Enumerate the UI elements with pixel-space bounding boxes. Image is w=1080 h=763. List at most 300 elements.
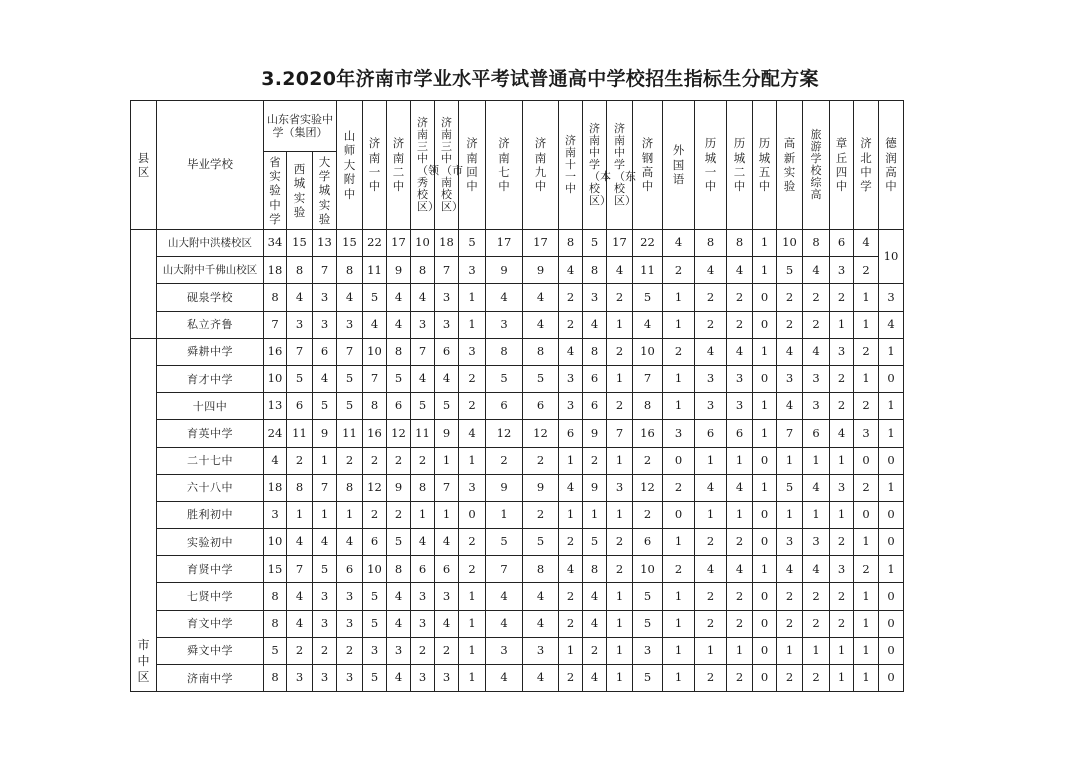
quota-cell: 1 bbox=[753, 474, 777, 501]
quota-cell: 1 bbox=[607, 637, 633, 664]
quota-cell: 12 bbox=[363, 474, 387, 501]
quota-cell: 4 bbox=[287, 610, 313, 637]
quota-cell: 9 bbox=[523, 257, 559, 284]
header-column: 旅游学校综高 bbox=[803, 101, 830, 230]
quota-cell: 4 bbox=[523, 665, 559, 692]
quota-cell: 3 bbox=[313, 610, 337, 637]
quota-cell: 4 bbox=[411, 284, 435, 311]
quota-cell: 8 bbox=[695, 230, 727, 257]
quota-cell: 2 bbox=[727, 665, 753, 692]
quota-cell: 9 bbox=[583, 420, 607, 447]
school-name: 七贤中学 bbox=[157, 583, 264, 610]
table-row bbox=[131, 230, 904, 257]
header-school: 毕业学校 bbox=[157, 101, 264, 230]
quota-cell: 4 bbox=[287, 284, 313, 311]
quota-cell: 3 bbox=[337, 610, 363, 637]
quota-cell: 1 bbox=[486, 501, 523, 528]
quota-cell: 3 bbox=[830, 474, 854, 501]
school-name: 育英中学 bbox=[157, 420, 264, 447]
quota-cell: 24 bbox=[264, 420, 287, 447]
quota-cell: 9 bbox=[387, 257, 411, 284]
header-column: 德润高中 bbox=[879, 101, 904, 230]
quota-cell: 1 bbox=[753, 556, 777, 583]
quota-cell: 0 bbox=[753, 583, 777, 610]
quota-cell: 4 bbox=[803, 474, 830, 501]
quota-cell: 10 bbox=[633, 338, 663, 365]
school-name: 育文中学 bbox=[157, 610, 264, 637]
quota-cell: 2 bbox=[830, 610, 854, 637]
quota-cell: 5 bbox=[264, 637, 287, 664]
quota-cell: 7 bbox=[337, 338, 363, 365]
header-column: 山师大附中 bbox=[337, 101, 363, 230]
header-column: 历城一中 bbox=[695, 101, 727, 230]
quota-cell: 5 bbox=[633, 665, 663, 692]
quota-cell: 4 bbox=[387, 610, 411, 637]
quota-cell: 4 bbox=[486, 610, 523, 637]
quota-cell: 6 bbox=[583, 365, 607, 392]
quota-cell: 3 bbox=[313, 583, 337, 610]
quota-cell: 1 bbox=[607, 501, 633, 528]
quota-cell: 5 bbox=[633, 583, 663, 610]
school-name: 砚泉学校 bbox=[157, 284, 264, 311]
quota-cell: 2 bbox=[633, 447, 663, 474]
header-column: 济南三中（市南校区） bbox=[435, 101, 459, 230]
quota-cell: 5 bbox=[633, 610, 663, 637]
quota-cell: 4 bbox=[695, 556, 727, 583]
quota-cell: 3 bbox=[583, 284, 607, 311]
quota-cell: 1 bbox=[753, 420, 777, 447]
quota-cell: 4 bbox=[559, 338, 583, 365]
header-subcolumn: 西城实验 bbox=[287, 152, 313, 230]
quota-cell: 6 bbox=[337, 556, 363, 583]
quota-cell: 2 bbox=[727, 529, 753, 556]
quota-cell: 1 bbox=[777, 637, 803, 664]
quota-cell: 6 bbox=[435, 338, 459, 365]
quota-cell: 2 bbox=[583, 637, 607, 664]
quota-cell: 3 bbox=[803, 529, 830, 556]
quota-cell: 2 bbox=[777, 284, 803, 311]
table-row bbox=[131, 529, 904, 556]
quota-cell: 4 bbox=[727, 257, 753, 284]
quota-cell: 3 bbox=[337, 311, 363, 338]
quota-cell: 5 bbox=[313, 556, 337, 583]
quota-cell: 4 bbox=[663, 230, 695, 257]
quota-cell: 1 bbox=[753, 230, 777, 257]
quota-cell: 2 bbox=[559, 284, 583, 311]
quota-cell: 2 bbox=[287, 637, 313, 664]
quota-cell: 1 bbox=[695, 447, 727, 474]
quota-cell: 0 bbox=[663, 501, 695, 528]
quota-cell: 0 bbox=[879, 637, 904, 664]
quota-cell: 2 bbox=[313, 637, 337, 664]
quota-cell: 15 bbox=[264, 556, 287, 583]
school-name: 济南中学 bbox=[157, 665, 264, 692]
quota-cell: 4 bbox=[727, 474, 753, 501]
quota-cell: 4 bbox=[411, 529, 435, 556]
header-column: 济南二中 bbox=[387, 101, 411, 230]
quota-cell: 5 bbox=[633, 284, 663, 311]
quota-cell: 2 bbox=[830, 393, 854, 420]
quota-cell: 4 bbox=[727, 338, 753, 365]
table-row bbox=[131, 447, 904, 474]
quota-cell: 4 bbox=[695, 474, 727, 501]
quota-cell: 8 bbox=[387, 338, 411, 365]
quota-cell: 8 bbox=[387, 556, 411, 583]
quota-cell: 2 bbox=[633, 501, 663, 528]
quota-cell: 2 bbox=[695, 665, 727, 692]
quota-cell: 3 bbox=[854, 420, 879, 447]
quota-cell: 4 bbox=[337, 529, 363, 556]
quota-cell: 3 bbox=[411, 583, 435, 610]
quota-cell: 5 bbox=[337, 393, 363, 420]
quota-cell: 1 bbox=[607, 311, 633, 338]
table-row bbox=[131, 257, 904, 284]
merged-quota-cell: 10 bbox=[879, 230, 904, 284]
quota-cell: 2 bbox=[387, 447, 411, 474]
quota-cell: 2 bbox=[583, 447, 607, 474]
quota-cell: 4 bbox=[486, 583, 523, 610]
quota-cell: 12 bbox=[633, 474, 663, 501]
quota-cell: 11 bbox=[287, 420, 313, 447]
quota-cell: 7 bbox=[633, 365, 663, 392]
quota-cell: 3 bbox=[663, 420, 695, 447]
quota-cell: 1 bbox=[459, 665, 486, 692]
quota-cell: 5 bbox=[583, 529, 607, 556]
quota-cell: 2 bbox=[695, 529, 727, 556]
quota-cell: 1 bbox=[727, 447, 753, 474]
quota-cell: 2 bbox=[854, 338, 879, 365]
quota-cell: 22 bbox=[633, 230, 663, 257]
quota-cell: 3 bbox=[459, 474, 486, 501]
header-column: 济南三中（领秀校区） bbox=[411, 101, 435, 230]
quota-cell: 4 bbox=[523, 583, 559, 610]
quota-cell: 7 bbox=[287, 556, 313, 583]
quota-cell: 1 bbox=[607, 583, 633, 610]
quota-cell: 1 bbox=[830, 665, 854, 692]
quota-cell: 13 bbox=[313, 230, 337, 257]
quota-cell: 1 bbox=[803, 447, 830, 474]
quota-cell: 7 bbox=[313, 474, 337, 501]
quota-cell: 8 bbox=[337, 474, 363, 501]
quota-cell: 1 bbox=[854, 637, 879, 664]
quota-cell: 10 bbox=[777, 230, 803, 257]
quota-cell: 7 bbox=[411, 338, 435, 365]
table-row bbox=[131, 665, 904, 692]
quota-cell: 2 bbox=[663, 556, 695, 583]
quota-cell: 8 bbox=[727, 230, 753, 257]
quota-cell: 10 bbox=[363, 556, 387, 583]
quota-cell: 6 bbox=[435, 556, 459, 583]
quota-cell: 1 bbox=[337, 501, 363, 528]
quota-cell: 3 bbox=[523, 637, 559, 664]
quota-cell: 6 bbox=[387, 393, 411, 420]
quota-cell: 1 bbox=[879, 420, 904, 447]
table-row bbox=[131, 338, 904, 365]
quota-cell: 34 bbox=[264, 230, 287, 257]
quota-cell: 3 bbox=[459, 338, 486, 365]
quota-cell: 15 bbox=[337, 230, 363, 257]
quota-cell: 1 bbox=[559, 501, 583, 528]
school-name: 舜文中学 bbox=[157, 637, 264, 664]
quota-cell: 17 bbox=[387, 230, 411, 257]
quota-cell: 2 bbox=[607, 338, 633, 365]
document-title: 3.2020年济南市学业水平考试普通高中学校招生指标生分配方案 bbox=[261, 68, 819, 90]
quota-cell: 3 bbox=[803, 393, 830, 420]
quota-cell: 3 bbox=[830, 338, 854, 365]
quota-cell: 1 bbox=[559, 447, 583, 474]
quota-cell: 16 bbox=[264, 338, 287, 365]
header-column: 济南九中 bbox=[523, 101, 559, 230]
quota-cell: 1 bbox=[663, 665, 695, 692]
quota-cell: 8 bbox=[264, 583, 287, 610]
quota-cell: 7 bbox=[435, 257, 459, 284]
quota-cell: 2 bbox=[559, 529, 583, 556]
quota-cell: 3 bbox=[607, 474, 633, 501]
quota-cell: 15 bbox=[287, 230, 313, 257]
quota-cell: 11 bbox=[337, 420, 363, 447]
header-column: 济南回中 bbox=[459, 101, 486, 230]
quota-cell: 4 bbox=[777, 393, 803, 420]
quota-cell: 12 bbox=[486, 420, 523, 447]
quota-cell: 1 bbox=[727, 501, 753, 528]
quota-cell: 4 bbox=[337, 284, 363, 311]
quota-cell: 6 bbox=[830, 230, 854, 257]
quota-cell: 17 bbox=[486, 230, 523, 257]
quota-cell: 6 bbox=[287, 393, 313, 420]
quota-cell: 3 bbox=[486, 311, 523, 338]
header-column: 济南中学（本校区） bbox=[583, 101, 607, 230]
quota-cell: 10 bbox=[633, 556, 663, 583]
table-row bbox=[131, 556, 904, 583]
quota-cell: 4 bbox=[559, 474, 583, 501]
quota-cell: 9 bbox=[313, 420, 337, 447]
header-row-1 bbox=[131, 101, 904, 152]
quota-cell: 8 bbox=[583, 257, 607, 284]
quota-cell: 2 bbox=[559, 583, 583, 610]
header-column: 章丘四中 bbox=[830, 101, 854, 230]
quota-cell: 2 bbox=[459, 529, 486, 556]
quota-cell: 2 bbox=[830, 529, 854, 556]
quota-cell: 8 bbox=[583, 556, 607, 583]
quota-cell: 8 bbox=[583, 338, 607, 365]
quota-cell: 4 bbox=[830, 420, 854, 447]
quota-cell: 2 bbox=[459, 556, 486, 583]
quota-cell: 8 bbox=[264, 610, 287, 637]
quota-cell: 1 bbox=[879, 338, 904, 365]
quota-cell: 8 bbox=[337, 257, 363, 284]
quota-cell: 3 bbox=[287, 311, 313, 338]
quota-cell: 10 bbox=[264, 365, 287, 392]
quota-cell: 5 bbox=[523, 365, 559, 392]
quota-cell: 4 bbox=[486, 284, 523, 311]
quota-cell: 8 bbox=[411, 474, 435, 501]
quota-cell: 4 bbox=[777, 338, 803, 365]
quota-cell: 1 bbox=[830, 311, 854, 338]
quota-cell: 5 bbox=[287, 365, 313, 392]
quota-cell: 3 bbox=[695, 365, 727, 392]
header-district: 县区 bbox=[131, 101, 157, 230]
quota-cell: 1 bbox=[435, 501, 459, 528]
header-column: 济钢高中 bbox=[633, 101, 663, 230]
quota-cell: 4 bbox=[435, 610, 459, 637]
quota-cell: 3 bbox=[486, 637, 523, 664]
district-cell: 市中区 bbox=[131, 338, 157, 691]
quota-cell: 9 bbox=[387, 474, 411, 501]
quota-cell: 6 bbox=[363, 529, 387, 556]
quota-cell: 17 bbox=[607, 230, 633, 257]
quota-cell: 3 bbox=[337, 665, 363, 692]
quota-cell: 11 bbox=[633, 257, 663, 284]
quota-cell: 0 bbox=[753, 637, 777, 664]
quota-cell: 0 bbox=[753, 501, 777, 528]
quota-cell: 9 bbox=[486, 257, 523, 284]
school-name: 育贤中学 bbox=[157, 556, 264, 583]
quota-cell: 1 bbox=[753, 393, 777, 420]
quota-cell: 1 bbox=[607, 610, 633, 637]
quota-cell: 0 bbox=[753, 665, 777, 692]
district-cell bbox=[131, 230, 157, 339]
header-subcolumn: 大学城实验 bbox=[313, 152, 337, 230]
school-name: 舜耕中学 bbox=[157, 338, 264, 365]
quota-cell: 2 bbox=[727, 311, 753, 338]
quota-cell: 7 bbox=[264, 311, 287, 338]
quota-cell: 3 bbox=[559, 393, 583, 420]
quota-cell: 1 bbox=[663, 311, 695, 338]
table-row bbox=[131, 311, 904, 338]
quota-cell: 2 bbox=[411, 447, 435, 474]
quota-cell: 3 bbox=[264, 501, 287, 528]
quota-cell: 2 bbox=[387, 501, 411, 528]
quota-cell: 3 bbox=[695, 393, 727, 420]
quota-cell: 1 bbox=[663, 365, 695, 392]
quota-cell: 2 bbox=[486, 447, 523, 474]
quota-cell: 7 bbox=[486, 556, 523, 583]
quota-cell: 9 bbox=[486, 474, 523, 501]
quota-cell: 6 bbox=[559, 420, 583, 447]
quota-cell: 4 bbox=[313, 365, 337, 392]
quota-cell: 7 bbox=[435, 474, 459, 501]
quota-cell: 5 bbox=[459, 230, 486, 257]
quota-cell: 1 bbox=[777, 447, 803, 474]
quota-cell: 3 bbox=[435, 284, 459, 311]
quota-cell: 2 bbox=[695, 610, 727, 637]
quota-cell: 2 bbox=[830, 284, 854, 311]
quota-cell: 3 bbox=[387, 637, 411, 664]
quota-cell: 0 bbox=[854, 447, 879, 474]
quota-cell: 2 bbox=[663, 338, 695, 365]
quota-cell: 1 bbox=[727, 637, 753, 664]
quota-cell: 3 bbox=[435, 311, 459, 338]
header-column: 济南一中 bbox=[363, 101, 387, 230]
quota-cell: 3 bbox=[633, 637, 663, 664]
quota-cell: 4 bbox=[583, 665, 607, 692]
quota-cell: 3 bbox=[727, 393, 753, 420]
quota-cell: 10 bbox=[264, 529, 287, 556]
quota-cell: 3 bbox=[803, 365, 830, 392]
quota-cell: 4 bbox=[583, 583, 607, 610]
quota-cell: 11 bbox=[363, 257, 387, 284]
quota-cell: 2 bbox=[435, 637, 459, 664]
quota-cell: 3 bbox=[777, 529, 803, 556]
quota-cell: 2 bbox=[287, 447, 313, 474]
quota-cell: 2 bbox=[559, 311, 583, 338]
quota-cell: 1 bbox=[459, 311, 486, 338]
table-row bbox=[131, 420, 904, 447]
quota-cell: 8 bbox=[287, 474, 313, 501]
quota-cell: 2 bbox=[363, 501, 387, 528]
quota-cell: 4 bbox=[879, 311, 904, 338]
quota-cell: 2 bbox=[854, 556, 879, 583]
quota-cell: 1 bbox=[287, 501, 313, 528]
quota-cell: 4 bbox=[459, 420, 486, 447]
quota-cell: 2 bbox=[777, 311, 803, 338]
quota-cell: 18 bbox=[264, 257, 287, 284]
table-row bbox=[131, 393, 904, 420]
quota-cell: 1 bbox=[803, 637, 830, 664]
quota-cell: 5 bbox=[363, 665, 387, 692]
quota-cell: 0 bbox=[879, 529, 904, 556]
quota-cell: 1 bbox=[435, 447, 459, 474]
quota-cell: 4 bbox=[387, 284, 411, 311]
quota-cell: 2 bbox=[830, 365, 854, 392]
header-column: 济南中学（东校区） bbox=[607, 101, 633, 230]
table-row bbox=[131, 610, 904, 637]
quota-cell: 1 bbox=[879, 393, 904, 420]
quota-cell: 5 bbox=[387, 365, 411, 392]
quota-cell: 1 bbox=[411, 501, 435, 528]
quota-cell: 4 bbox=[411, 365, 435, 392]
quota-cell: 13 bbox=[264, 393, 287, 420]
quota-cell: 1 bbox=[854, 665, 879, 692]
quota-cell: 3 bbox=[287, 665, 313, 692]
quota-cell: 3 bbox=[313, 311, 337, 338]
quota-cell: 3 bbox=[337, 583, 363, 610]
quota-cell: 5 bbox=[387, 529, 411, 556]
quota-cell: 1 bbox=[559, 637, 583, 664]
quota-cell: 2 bbox=[727, 284, 753, 311]
quota-cell: 1 bbox=[777, 501, 803, 528]
quota-cell: 2 bbox=[459, 365, 486, 392]
quota-cell: 2 bbox=[607, 393, 633, 420]
quota-cell: 2 bbox=[523, 501, 559, 528]
quota-cell: 2 bbox=[803, 311, 830, 338]
quota-cell: 5 bbox=[363, 583, 387, 610]
quota-cell: 5 bbox=[363, 284, 387, 311]
quota-cell: 2 bbox=[727, 583, 753, 610]
quota-cell: 4 bbox=[777, 556, 803, 583]
quota-cell: 3 bbox=[879, 284, 904, 311]
quota-cell: 4 bbox=[803, 338, 830, 365]
quota-cell: 6 bbox=[411, 556, 435, 583]
quota-cell: 1 bbox=[459, 284, 486, 311]
school-name: 山大附中千佛山校区 bbox=[157, 257, 264, 284]
quota-cell: 8 bbox=[264, 284, 287, 311]
quota-cell: 6 bbox=[803, 420, 830, 447]
quota-cell: 2 bbox=[695, 583, 727, 610]
quota-cell: 2 bbox=[777, 583, 803, 610]
quota-cell: 1 bbox=[854, 583, 879, 610]
header-column: 济南七中 bbox=[486, 101, 523, 230]
quota-cell: 9 bbox=[435, 420, 459, 447]
quota-cell: 3 bbox=[459, 257, 486, 284]
quota-cell: 7 bbox=[363, 365, 387, 392]
quota-cell: 2 bbox=[803, 583, 830, 610]
quota-cell: 1 bbox=[695, 501, 727, 528]
quota-cell: 16 bbox=[633, 420, 663, 447]
quota-cell: 4 bbox=[264, 447, 287, 474]
quota-cell: 0 bbox=[753, 529, 777, 556]
quota-cell: 11 bbox=[411, 420, 435, 447]
